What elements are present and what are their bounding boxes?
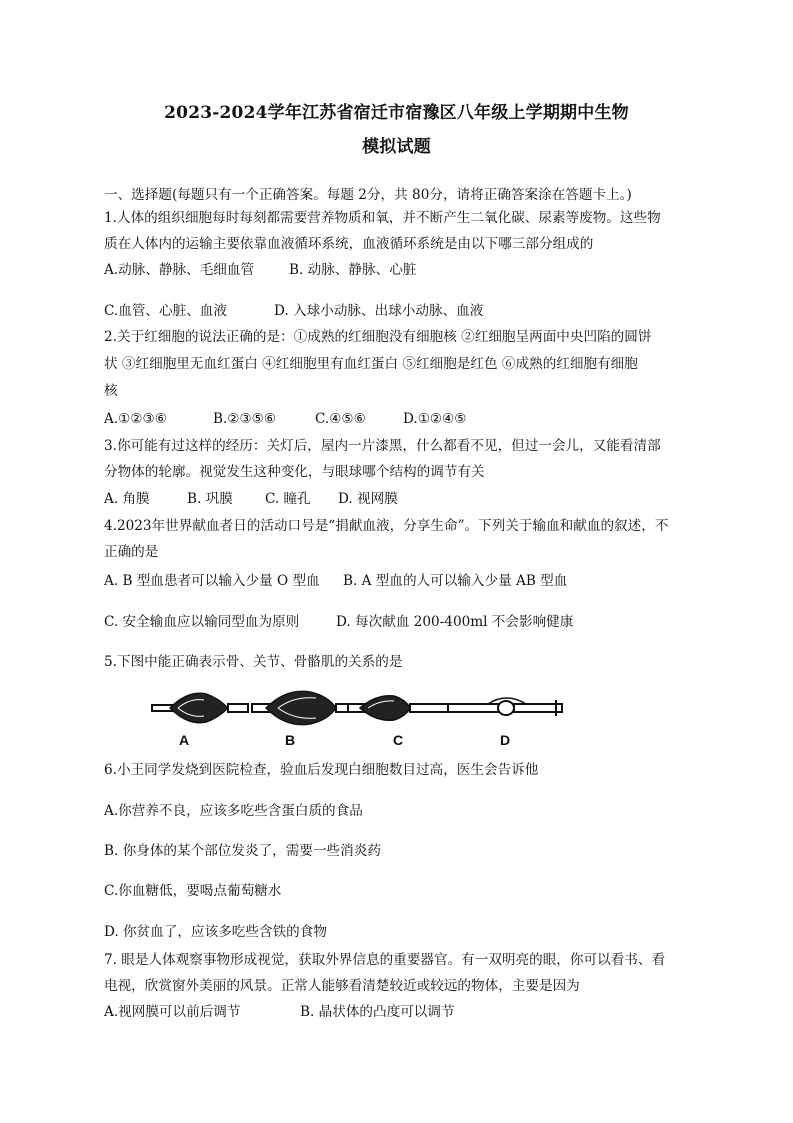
q2-option-b: B.②③⑤⑥ (213, 411, 277, 427)
q2-option-a: A.①②③⑥ (104, 411, 167, 427)
q3-stem-line2: 分物体的轮廓。视觉发生这种变化，与眼球哪个结构的调节有关 (104, 464, 485, 480)
q1-stem-line1: 1.人体的组织细胞每时每刻都需要营养物质和氧，并不断产生二氧化碳、尿素等废物。这些物 (104, 210, 661, 226)
q4-option-c: C. 安全输血应以输同型血为原则 (104, 614, 300, 630)
q4-option-a: A. B 型血患者可以输入少量 O 型血 (104, 573, 320, 589)
diagram-c (348, 696, 448, 721)
q2-stem-line3: 核 (104, 383, 118, 399)
q4-stem-line1: 4.2023年世界献血者日的活动口号是“捐献血液，分享生命”。下列关于输血和献血的叙述，不 (104, 518, 669, 534)
q6-option-c: C.你血糖低，要喝点葡萄糖水 (104, 883, 282, 899)
q1-stem-line2: 质在人体内的运输主要依靠血液循环系统，血液循环系统是由以下哪三部分组成的 (104, 236, 594, 252)
figure-label-d: D (499, 732, 511, 748)
q3-option-b: B. 巩膜 (187, 491, 233, 507)
q6-option-b: B. 你身体的某个部位发炎了，需要一些消炎药 (104, 843, 381, 859)
q1-option-b: B. 动脉、静脉、心脏 (289, 262, 417, 278)
q1-option-d: D. 入球小动脉、出球小动脉、血液 (274, 303, 484, 319)
q3-stem-line1: 3.你可能有过这样的经历：关灯后，屋内一片漆黑，什么都看不见，但过一会儿，又能看清部 (104, 438, 661, 454)
q1-option-a: A.动脉、静脉、毛细血管 (104, 262, 255, 278)
q4-option-d: D. 每次献血 200-400ml 不会影响健康 (336, 614, 574, 630)
section-header: 一、选择题(每题只有一个正确答案。每题 2分，共 80分，请将正确答案涂在答题卡上。) (104, 187, 632, 203)
bone-joint-muscle-figure (148, 686, 568, 750)
q7-stem-line2: 电视，欣赏窗外美丽的风景。正常人能够看清楚较近或较远的物体，主要是因为 (104, 978, 580, 994)
q1-option-c: C.血管、心脏、血液 (104, 303, 227, 319)
q3-option-c: C. 瞳孔 (265, 491, 311, 507)
q6-option-d: D. 你贫血了，应该多吃些含铁的食物 (104, 924, 327, 940)
bone-muscle-diagrams (148, 686, 568, 732)
exam-title-line2: 模拟试题 (362, 137, 431, 157)
q6-stem-line1: 6.小王同学发烧到医院检查，验血后发现白细胞数目过高，医生会告诉他 (104, 762, 539, 778)
diagram-d (448, 698, 562, 716)
q2-stem-line1: 2.关于红细胞的说法正确的是：①成熟的红细胞没有细胞核 ②红细胞呈两面中央凹陷的圆饼 (104, 329, 652, 345)
q2-option-c: C.④⑤⑥ (315, 411, 366, 427)
q4-stem-line2: 正确的是 (104, 544, 159, 560)
q2-option-d: D.①②④⑤ (403, 411, 467, 427)
q6-option-a: A.你营养不良，应该多吃些含蛋白质的食品 (104, 803, 363, 819)
q7-option-b: B. 晶状体的凸度可以调节 (300, 1004, 455, 1020)
diagram-a (152, 693, 248, 722)
q2-stem-line2: 状 ③红细胞里无血红蛋白 ④红细胞里有血红蛋白 ⑤红细胞是红色 ⑥成熟的红细胞有细胞 (104, 356, 638, 372)
q3-option-d: D. 视网膜 (338, 491, 398, 507)
q4-option-b: B. A 型血的人可以输入少量 AB 型血 (343, 573, 568, 589)
exam-title-line1: 2023-2024学年江苏省宿迁市宿豫区八年级上学期期中生物 (164, 103, 629, 123)
q3-option-a: A. 角膜 (104, 491, 150, 507)
figure-label-b: B (284, 732, 296, 748)
q7-option-a: A.视网膜可以前后调节 (104, 1004, 241, 1020)
figure-label-a: A (178, 732, 190, 748)
q5-stem-line1: 5.下图中能正确表示骨、关节、骨骼肌的关系的是 (104, 654, 403, 670)
q7-stem-line1: 7. 眼是人体观察事物形成视觉，获取外界信息的重要器官。有一双明亮的眼，你可以看书、看 (104, 952, 666, 968)
figure-label-c: C (392, 732, 404, 748)
